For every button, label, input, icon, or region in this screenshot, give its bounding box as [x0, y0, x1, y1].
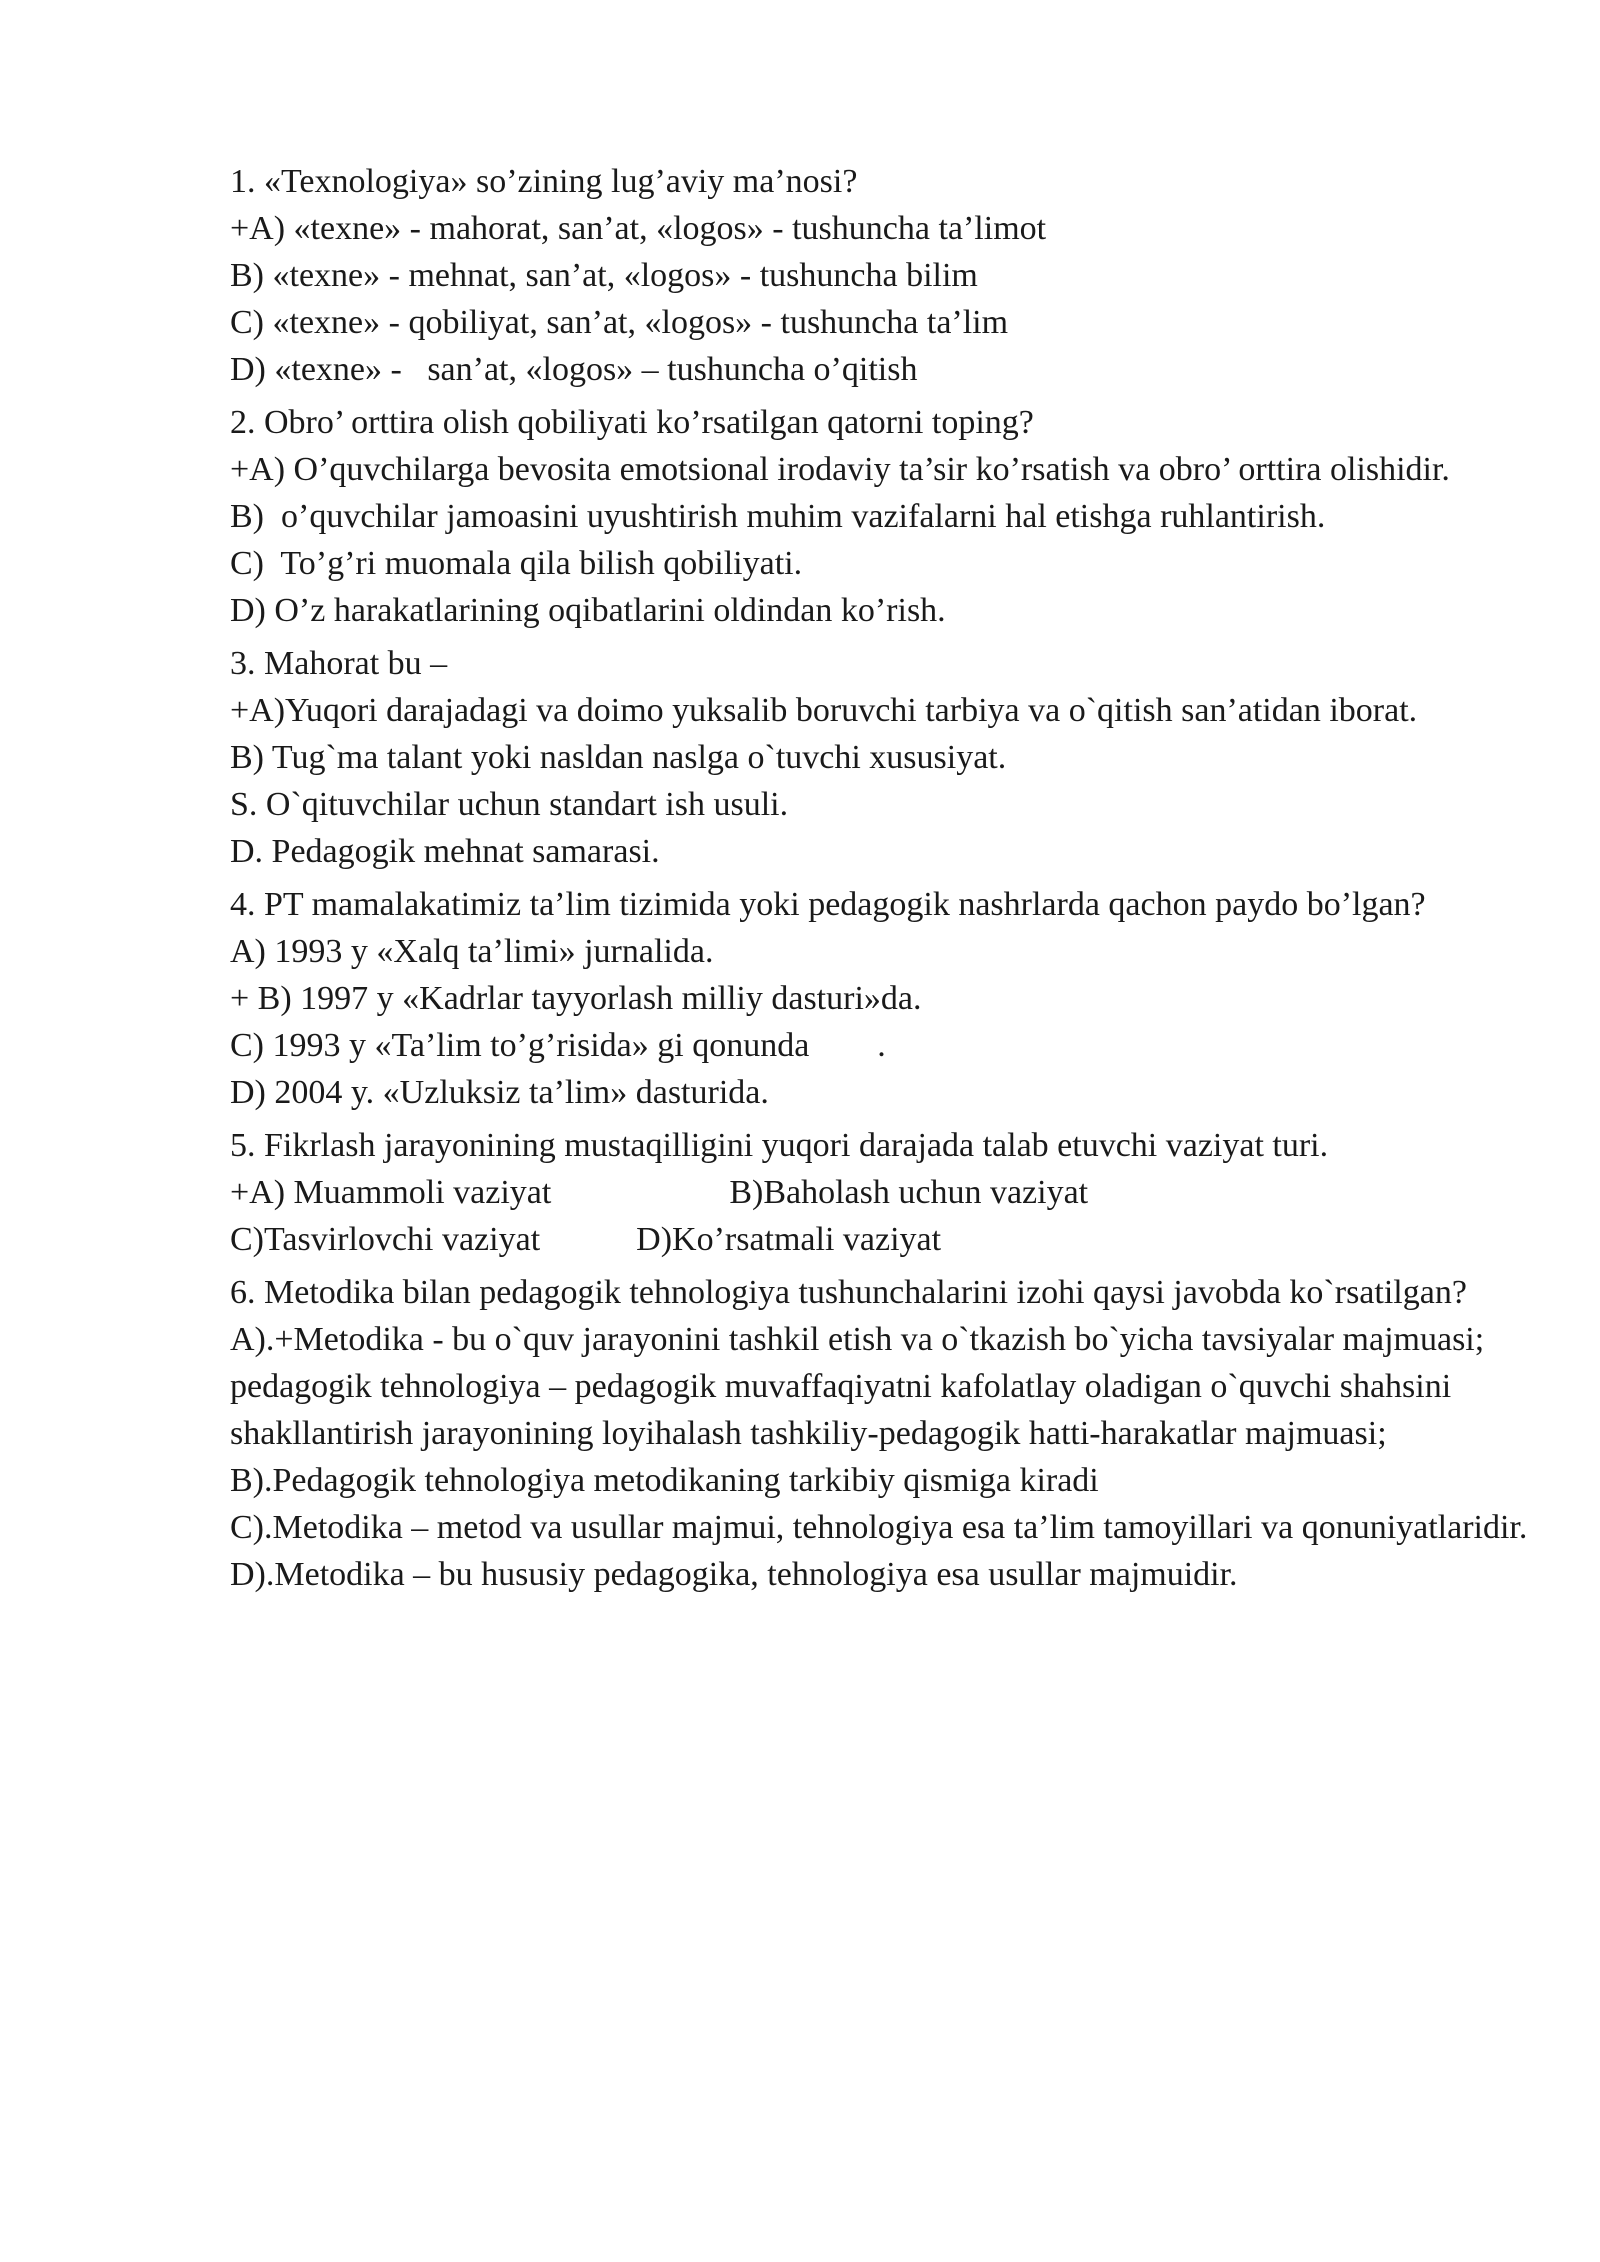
answer-option: C).Metodika – metod va usullar majmui, tehnologiya esa ta’lim tamoyillari va qonuniyatlaridir.: [230, 1509, 1528, 1546]
answer-option-correct: A).+Metodika - bu o`quv jarayonini tashkil etish va o`tkazish bo`yicha tavsiyalar majmuasi;: [230, 1321, 1485, 1358]
answer-option-correct: +A) Muammoli vaziyat: [230, 1174, 552, 1211]
question-text: 2. Obro’ orttira olish qobiliyati ko’rsatilgan qatorni toping?: [230, 404, 1034, 441]
question-text: 6. Metodika bilan pedagogik tehnologiya tushunchalarini izohi qaysi javobda ko`rsatilgan?: [230, 1274, 1467, 1311]
answer-option: D)Ko’rsatmali vaziyat: [636, 1221, 942, 1258]
answer-option: D) O’z harakatlarining oqibatlarini oldindan ko’rish.: [230, 592, 946, 629]
answer-option-correct: + B) 1997 y «Kadrlar tayyorlash milliy dasturi»da.: [230, 980, 922, 1017]
question-text: 1. «Texnologiya» so’zining lug’aviy ma’nosi?: [230, 163, 858, 200]
answer-option-row: [230, 1169, 1530, 1216]
answer-option-correct: +A) O’quvchilarga bevosita emotsional irodaviy ta’sir ko’rsatish va obro’ orttira olishidir.: [230, 451, 1450, 488]
answer-option: D).Metodika – bu hususiy pedagogika, tehnologiya esa usullar majmuidir.: [230, 1556, 1238, 1593]
answer-option: S. O`qituvchilar uchun standart ish usuli.: [230, 786, 789, 823]
answer-option: D) «texne» - san’at, «logos» – tushuncha o’qitish: [230, 351, 918, 388]
question-text: 4. PT mamalakatimiz ta’lim tizimida yoki pedagogik nashrlarda qachon paydo bo’lgan?: [230, 886, 1426, 923]
answer-option: A) 1993 y «Xalq ta’limi» jurnalida.: [230, 933, 714, 970]
question-text: 5. Fikrlash jarayonining mustaqilligini yuqori darajada talab etuvchi vaziyat turi.: [230, 1127, 1329, 1164]
answer-option-correct: +A)Yuqori darajadagi va doimo yuksalib boruvchi tarbiya va o`qitish san’atidan iborat.: [230, 692, 1418, 729]
answer-option-correct: +A) «texne» - mahorat, san’at, «logos» - tushuncha ta’limot: [230, 210, 1047, 247]
answer-option: B) Tug`ma talant yoki nasldan naslga o`tuvchi xususiyat.: [230, 739, 1007, 776]
question-3: [230, 640, 1530, 875]
question-6: [230, 1269, 1530, 1598]
answer-option: D. Pedagogik mehnat samarasi.: [230, 833, 660, 870]
answer-option: D) 2004 y. «Uzluksiz ta’lim» dasturida.: [230, 1074, 769, 1111]
answer-option: C) «texne» - qobiliyat, san’at, «logos» - tushuncha ta’lim: [230, 304, 1009, 341]
question-4: [230, 881, 1530, 1116]
answer-option: C)Tasvirlovchi vaziyat: [230, 1221, 541, 1258]
answer-option: B)Baholash uchun vaziyat: [729, 1174, 1089, 1211]
document-page: [230, 158, 1530, 1598]
answer-option: B) o’quvchilar jamoasini uyushtirish muhim vazifalarni hal etishga ruhlantirish.: [230, 498, 1326, 535]
question-5: [230, 1122, 1530, 1263]
question-text: 3. Mahorat bu –: [230, 645, 448, 682]
answer-option: C) 1993 y «Ta’lim to’g’risida» gi qonunda .: [230, 1027, 886, 1064]
answer-option: C) To’g’ri muomala qila bilish qobiliyati.: [230, 545, 803, 582]
answer-option: B).Pedagogik tehnologiya metodikaning tarkibiy qismiga kiradi: [230, 1462, 1099, 1499]
answer-option-continuation: pedagogik tehnologiya – pedagogik muvaffaqiyatni kafolatlay oladigan o`quvchi shahsini shakllantirish jarayonining loyihalash tashkiliy-pedagogik hatti-harakatlar majmuasi;: [230, 1368, 1460, 1452]
answer-option: B) «texne» - mehnat, san’at, «logos» - tushuncha bilim: [230, 257, 978, 294]
answer-option-row: [230, 1216, 1530, 1263]
question-2: [230, 399, 1530, 634]
question-1: [230, 158, 1530, 393]
